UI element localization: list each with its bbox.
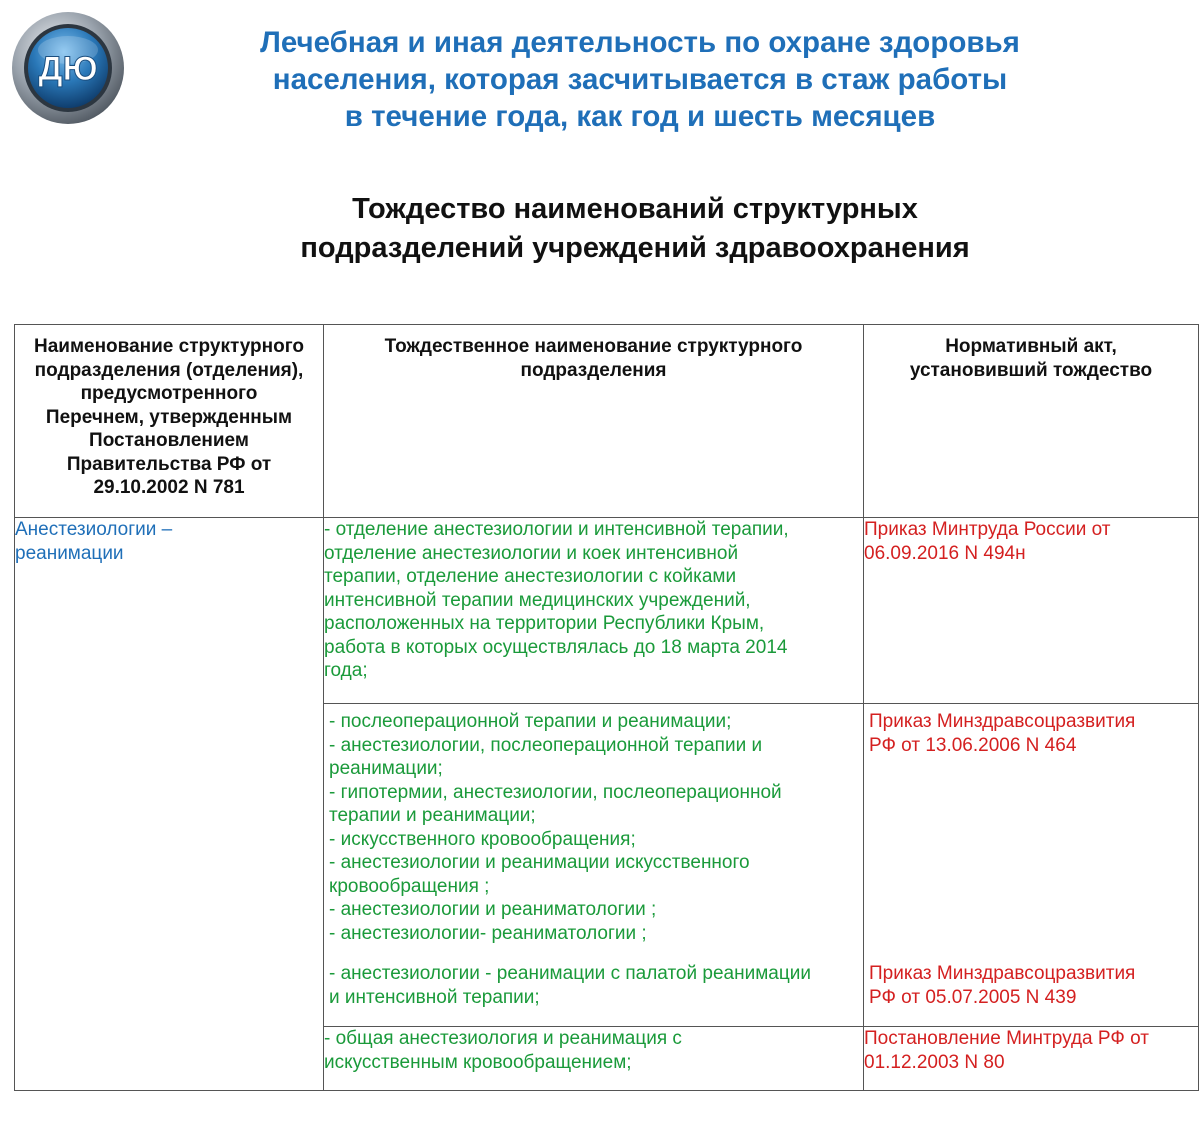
identical-name-cell: - послеоперационной терапии и реанимации; - анестезиологии, послеоперационной терапии и реанимации; - гипотермии, анестезиологии, послеоперационной терапии и реанимации; - искусственного кровообращения; - анестезиологии и реанимации искусственного кровообращения ; - анестезиологии и реаниматологии ; - анестезиологии- реаниматологии ; - анестезиологии - реанимации с палатой реанимации и интенсивной терапии;	[324, 704, 864, 1027]
section-title-line: Тождество наименований структурных	[352, 193, 918, 225]
header-identical-name: Тождественное наименование структурного подразделения	[324, 325, 864, 518]
page-title-line: Лечебная и иная деятельность по охране здоровья	[260, 26, 1020, 59]
logo	[10, 10, 126, 126]
page-title-line: в течение года, как год и шесть месяцев	[344, 100, 936, 133]
section-title-line: подразделений учреждений здравоохранения	[300, 232, 970, 264]
page-title-line: населения, которая засчитывается в стаж работы	[272, 63, 1008, 96]
identical-name-cell: - общая анестезиология и реанимация с искусственным кровообращением;	[324, 1027, 864, 1091]
normative-act-cell: Постановление Минтруда РФ от 01.12.2003 N 80	[864, 1027, 1199, 1091]
header-department: Наименование структурного подразделения (отделения), предусмотренного Перечнем, утвержденным Постановлением Правительства РФ от 29.10.2002 N 781	[15, 325, 324, 518]
table-row	[15, 518, 1199, 704]
identical-name-cell: - отделение анестезиологии и интенсивной терапии, отделение анестезиологии и коек интенсивной терапии, отделение анестезиологии с койками интенсивной терапии медицинских учреждений, расположенных на территории Республики Крым, работа в которых осуществлялась до 18 марта 2014 года;	[324, 518, 864, 704]
table-header-row	[15, 325, 1199, 518]
normative-act-cell: Приказ Минтруда России от 06.09.2016 N 494н	[864, 518, 1199, 704]
header-normative-act: Нормативный акт, установивший тождество	[864, 325, 1199, 518]
normative-act-cell: Приказ Минздравсоцразвития РФ от 13.06.2006 N 464 Приказ Минздравсоцразвития РФ от 05.07.2005 N 439	[864, 704, 1199, 1027]
section-title	[130, 190, 1140, 268]
page-title	[140, 24, 1140, 135]
logo-text: ДЮ	[38, 50, 98, 88]
identity-table	[14, 324, 1199, 1091]
department-cell: Анестезиологии – реанимации	[15, 518, 324, 1091]
